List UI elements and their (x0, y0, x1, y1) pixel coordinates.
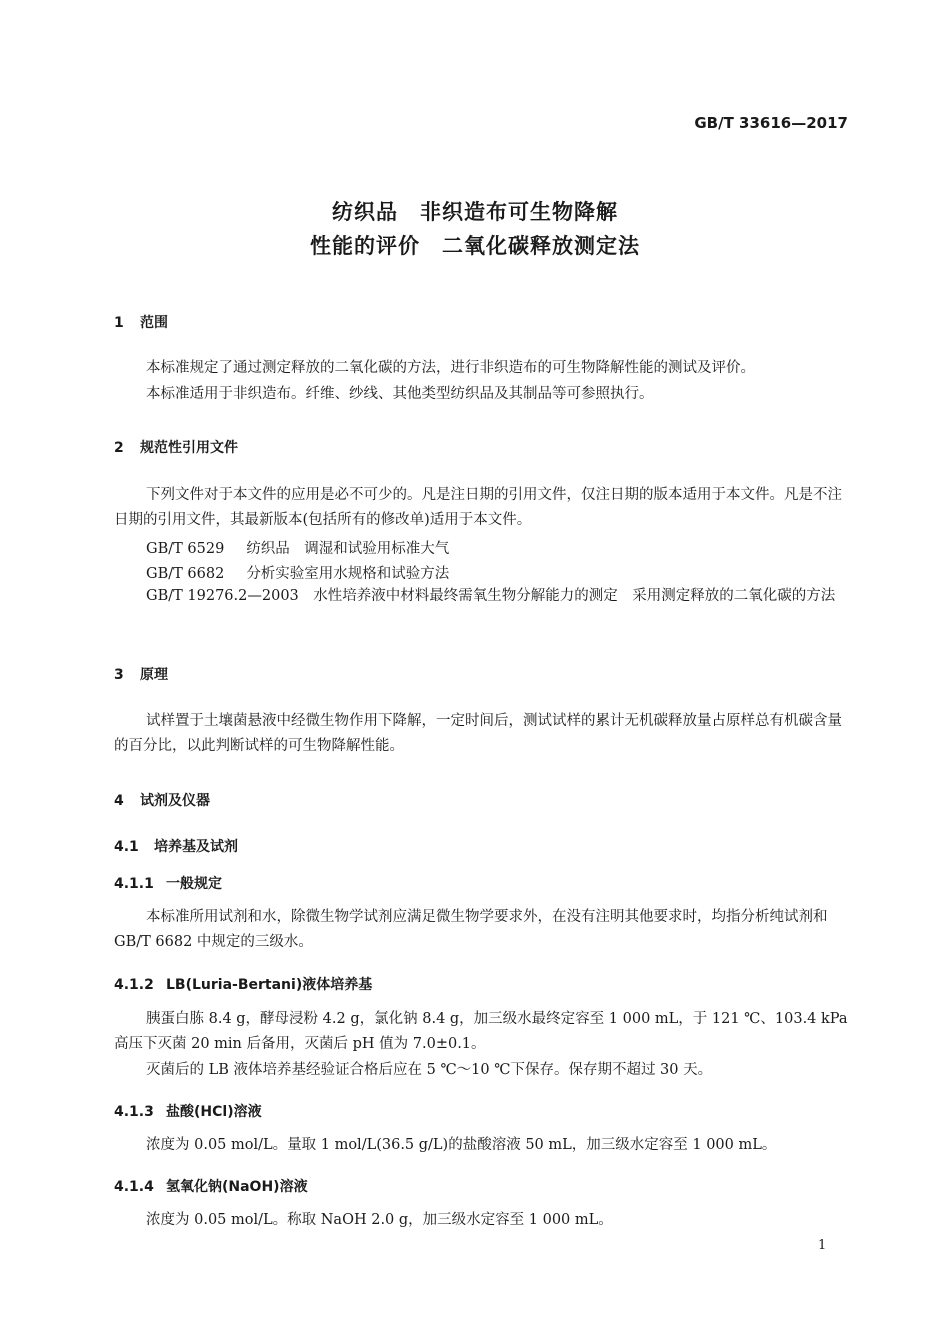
reference-gb-t-19276-2: GB/T 19276.2—2003 水性培养液中材料最终需氧生物分解能力的测定 采用测定释放的二氧化碳的方法 (146, 588, 836, 604)
section-4-1-heading (114, 836, 238, 856)
reference-code: GB/T 6682 (146, 566, 225, 582)
reference-gb-t-6529 (146, 537, 449, 558)
section-title: 规范性引用文件 (140, 440, 238, 456)
section-title: 氢氧化钠(NaOH)溶液 (166, 1179, 308, 1195)
section-number: 2 (114, 440, 124, 456)
section-number: 4.1.2 (114, 977, 154, 993)
section-3-paragraph-1: 试样置于土壤菌悬液中经微生物作用下降解，一定时间后，测试试样的累计无机碳释放量占原样总有机碳含量的百分比，以此判断试样的可生物降解性能。 (114, 713, 842, 754)
reference-gb-t-6682 (146, 562, 449, 583)
section-4-1-3-paragraph: 浓度为 0.05 mol/L。量取 1 mol/L(36.5 g/L)的盐酸溶液 50 mL，加三级水定容至 1 000 mL。 (146, 1137, 777, 1153)
section-2-paragraph-1: 下列文件对于本文件的应用是必不可少的。凡是注日期的引用文件，仅注日期的版本适用于本文件。凡是不注日期的引用文件，其最新版本(包括所有的修改单)适用于本文件。 (114, 487, 842, 528)
document-title-line-2: 性能的评价 二氧化碳释放测定法 (310, 234, 640, 258)
section-4-1-4-heading (114, 1176, 308, 1196)
section-4-1-1-heading (114, 873, 222, 893)
section-number: 1 (114, 315, 124, 331)
reference-title: 纺织品 调湿和试验用标准大气 (246, 541, 450, 557)
page-number: 1 (818, 1238, 827, 1253)
section-number: 4.1.3 (114, 1104, 154, 1120)
section-number: 4.1.1 (114, 876, 154, 892)
section-number: 4 (114, 793, 124, 809)
section-number: 4.1 (114, 839, 139, 855)
section-title: 盐酸(HCl)溶液 (166, 1104, 262, 1120)
section-title: LB(Luria-Bertani)液体培养基 (166, 977, 373, 993)
section-4-heading (114, 790, 210, 810)
section-1-paragraph-2: 本标准适用于非织造布。纤维、纱线、其他类型纺织品及其制品等可参照执行。 (146, 386, 654, 402)
section-title: 一般规定 (166, 876, 222, 892)
section-1-heading (114, 312, 168, 332)
section-1-paragraph-1: 本标准规定了通过测定释放的二氧化碳的方法，进行非织造布的可生物降解性能的测试及评价。 (146, 360, 755, 376)
reference-title: 分析实验室用水规格和试验方法 (246, 566, 450, 582)
standard-number: GB/T 33616—2017 (694, 114, 848, 132)
section-4-1-4-paragraph: 浓度为 0.05 mol/L。称取 NaOH 2.0 g，加三级水定容至 1 000 mL。 (146, 1212, 613, 1228)
section-title: 试剂及仪器 (140, 793, 210, 809)
section-number: 4.1.4 (114, 1179, 154, 1195)
section-4-1-3-heading (114, 1101, 262, 1121)
reference-code: GB/T 6529 (146, 541, 225, 557)
section-4-1-2-paragraph-2: 灭菌后的 LB 液体培养基经验证合格后应在 5 ℃～10 ℃下保存。保存期不超过 30 天。 (146, 1062, 713, 1078)
section-title: 范围 (140, 315, 168, 331)
document-title-line-1: 纺织品 非织造布可生物降解 (332, 200, 618, 224)
section-2-heading (114, 437, 238, 457)
section-4-1-2-heading (114, 974, 372, 994)
section-4-1-1-paragraph: 本标准所用试剂和水，除微生物学试剂应满足微生物学要求外，在没有注明其他要求时，均指分析纯试剂和 GB/T 6682 中规定的三级水。 (114, 909, 828, 950)
section-number: 3 (114, 667, 124, 683)
section-title: 培养基及试剂 (154, 839, 238, 855)
section-4-1-2-paragraph-1: 胰蛋白胨 8.4 g，酵母浸粉 4.2 g，氯化钠 8.4 g，加三级水最终定容至 1 000 mL，于 121 ℃、103.4 kPa 高压下灭菌 20 min 后备用，灭菌后 pH 值为 7.0±0.1。 (114, 1011, 848, 1052)
section-title: 原理 (140, 667, 168, 683)
section-3-heading (114, 664, 168, 684)
